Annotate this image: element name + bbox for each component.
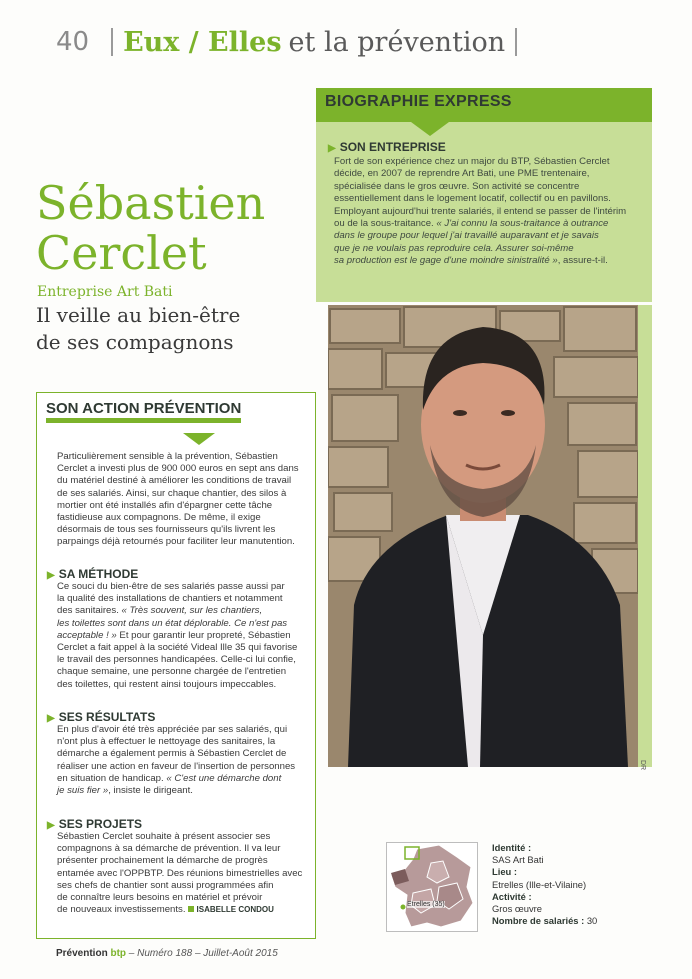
biography-box bbox=[316, 88, 652, 302]
biography-subtitle: ▶ SON ENTREPRISE bbox=[328, 140, 446, 154]
company-name: Entreprise Art Bati bbox=[37, 284, 173, 300]
signature-square-icon bbox=[188, 906, 194, 912]
activite-value: Gros œuvre bbox=[492, 903, 543, 915]
issue-info: – Numéro 188 – Juillet-Août 2015 bbox=[128, 948, 278, 959]
company-facts bbox=[492, 842, 597, 927]
salaries-label: Nombre de salariés : bbox=[492, 915, 585, 927]
activite-label: Activité : bbox=[492, 890, 532, 902]
first-name: Sébastien bbox=[36, 176, 266, 230]
action-banner bbox=[37, 393, 315, 427]
resultats-heading: ▶ SES RÉSULTATS bbox=[47, 710, 156, 724]
page-footer bbox=[56, 948, 278, 959]
page-header bbox=[56, 22, 527, 62]
biography-banner bbox=[316, 88, 652, 122]
identite-label: Identité : bbox=[492, 842, 532, 853]
author-signature: ISABELLE CONDOU bbox=[196, 905, 274, 915]
identite-value: SAS Art Bati bbox=[492, 854, 544, 866]
photo-side-stripe bbox=[638, 305, 652, 767]
lieu-value: Etrelles (Ille-et-Vilaine) bbox=[492, 878, 587, 890]
action-title: SON ACTION PRÉVENTION bbox=[46, 400, 241, 423]
projets-text: Sébastien Cerclet souhaite à présent associer ses compagnons à sa démarche de prévention. Il va leur présenter prochainement la démarche de progrès entamée avec l'OPPBTP. Des réunions bimestrielles avec ses chefs de chantier sont aussi programmées afin de connaître leurs besoins en matériel et prévoir de nouveaux investissements. ISABELLE CONDOU bbox=[57, 831, 303, 916]
biography-notch bbox=[411, 122, 449, 136]
action-notch bbox=[183, 433, 215, 445]
methode-text: Ce souci du bien-être de ses salariés passe aussi par la qualité des installations de chantiers et notamment des sanitaires. « Très souvent, sur les chantiers, les toilettes sont dans un état déplorable. Ce n'est pas acceptable ! » Et pour garantir leur propreté, Sébastien Cerclet a fait appel à la société Videal Ille 35 qui favorise le travail des personnes handicapées. Celle-ci lui confie, chaque semaine, une personne chargée de l'entretien des toilettes, qui restent ainsi toujours impeccables. bbox=[57, 581, 298, 690]
publication-name: Prévention bbox=[56, 948, 108, 959]
triangle-bullet-icon: ▶ bbox=[47, 820, 55, 831]
tagline bbox=[36, 302, 240, 356]
triangle-bullet-icon: ▶ bbox=[47, 570, 55, 581]
portrait-photo bbox=[328, 305, 638, 767]
person-name bbox=[36, 178, 265, 278]
triangle-bullet-icon: ▶ bbox=[47, 713, 55, 724]
triangle-bullet-icon: ▶ bbox=[328, 143, 336, 154]
publication-brand: btp bbox=[110, 948, 127, 959]
projets-heading: ▶ SES PROJETS bbox=[47, 817, 143, 831]
map-label: Etrelles (35) bbox=[407, 901, 445, 908]
header-divider-end bbox=[515, 28, 517, 56]
france-map-icon bbox=[387, 843, 477, 931]
action-prevention-box bbox=[36, 392, 316, 939]
biography-title: BIOGRAPHIE EXPRESS bbox=[325, 93, 512, 110]
tagline-line-2: de ses compagnons bbox=[36, 330, 234, 354]
methode-heading: ▶ SA MÉTHODE bbox=[47, 567, 139, 581]
resultats-text: En plus d'avoir été très appréciée par ses salariés, qui n'ont plus à effectuer le nettoyage des sanitaires, la démarche a également permis à Sébastien Cerclet de réaliser une action en faveur de l'insertion de personnes en situation de handicap. « C'est une démarche dont je suis fier », insiste le dirigeant. bbox=[57, 724, 296, 797]
section-title-rest: et la prévention bbox=[288, 26, 506, 58]
salaries-value: 30 bbox=[586, 915, 598, 927]
portrait-illustration bbox=[328, 305, 638, 767]
last-name: Cerclet bbox=[36, 226, 207, 280]
header-divider bbox=[111, 28, 113, 56]
photo-credit: DR bbox=[639, 760, 646, 771]
tagline-line-1: Il veille au bien-être bbox=[36, 303, 241, 327]
biography-text: Fort de son expérience chez un major du BTP, Sébastien Cerclet décide, en 2007 de reprendre Art Bati, une PME trentenaire, spécialisée dans le gros œuvre. Son activité se concentre essentiellement dans le logement locatif, collectif ou en pavillons. Employant aujourd'hui trente salariés, il entend se passer de l'intérim ou de la sous-traitance. « J'ai connu la sous-traitance à outrance dans le groupe pour lequel j'ai travaillé auparavant et je savais que je ne voulais pas reproduire cela. Assurer soi-même sa production est le gage d'une moindre sinistralité », assure-t-il. bbox=[334, 156, 627, 267]
action-intro-text: Particulièrement sensible à la prévention, Sébastien Cerclet a investi plus de 900 000 euros en sept ans dans du matériel destiné à améliorer les conditions de travail de ses salariés. Ainsi, sur chaque chantier, des silos à mortier ont été installés afin d'épargner cette tâche fastidieuse aux compagnons. De même, il exige désormais de tous ses fournisseurs qu'ils livrent les parpaings déjà retournés pour faciliter leur manutention. bbox=[57, 451, 299, 548]
page-number: 40 bbox=[56, 27, 90, 57]
location-map bbox=[386, 842, 478, 932]
lieu-label: Lieu : bbox=[492, 866, 517, 878]
section-title-bold: Eux / Elles bbox=[123, 26, 282, 58]
